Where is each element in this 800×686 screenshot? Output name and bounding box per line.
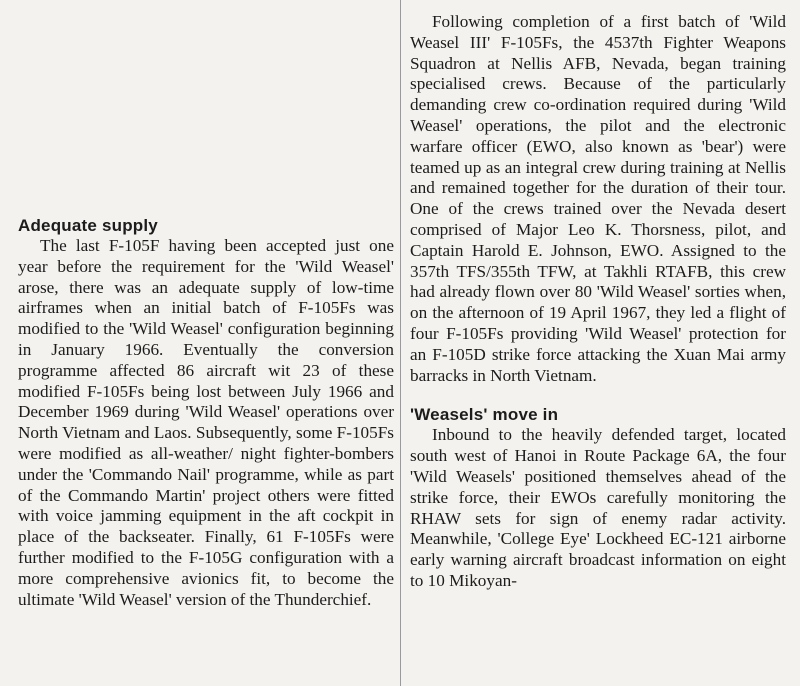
paragraph-inbound: Inbound to the heavily defended target, located south west of Hanoi in Route Package 6A, the four 'Wild Weasels' positioned themselves ahead of the strike force, their EWOs carefully monitoring the RHAW sets for sign of enemy radar activity. Meanwhile, 'College Eye' Lockheed EC-121 airborne early warning aircraft broadcast information on eight to 10 Mikoyan- — [410, 425, 786, 590]
right-column — [410, 12, 786, 592]
paragraph-adequate-supply: The last F-105F having been accepted just one year before the requirement for the 'Wild Weasel' arose, there was an adequate supply of low-time airframes when an initial batch of F-105Fs was modified to the 'Wild Weasel' configuration beginning in January 1966. Eventually the conversion programme affected 86 aircraft wit 23 of these modified F-105Fs being lost between July 1966 and December 1969 during 'Wild Weasel' operations over North Vietnam and Laos. Subsequently, some F-105Fs were modified as all-weather/ night fighter-bombers under the 'Commando Nail' programme, while as part of the Commando Martin' project others were fitted with voice jamming equipment in the aft cockpit in place of the backseater. Finally, 61 F-105Fs were further modified to the F-105G configuration with a more comprehensive avionics fit, to become the ultimate 'Wild Weasel' version of the Thunderchief. — [18, 236, 394, 609]
heading-adequate-supply: Adequate supply — [18, 216, 158, 235]
paragraph-training: Following completion of a first batch of 'Wild Weasel III' F-105Fs, the 4537th Fighter Weapons Squadron at Nellis AFB, Nevada, began training specialised crews. Because of the particularly demanding crew co-ordination required during 'Wild Weasel' operations, the pilot and the electronic warfare officer (EWO, also known as 'bear') were teamed up as an integral crew during training at Nellis and remained together for the duration of their tour. One of the crews trained over the Nevada desert comprised of Major Leo K. Thorsness, pilot, and Captain Harold E. Johnson, EWO. Assigned to the 357th TFS/355th TFW, at Takhli RTAFB, this crew had already flown over 80 'Wild Weasel' sorties when, on the afternoon of 19 April 1967, they led a flight of four F-105Fs providing 'Wild Weasel' protection for an F-105D strike force attacking the Xuan Mai army barracks in North Vietnam. — [410, 12, 786, 385]
heading-weasels-move-in: 'Weasels' move in — [410, 405, 559, 425]
column-divider — [400, 0, 401, 686]
left-column — [18, 215, 394, 610]
